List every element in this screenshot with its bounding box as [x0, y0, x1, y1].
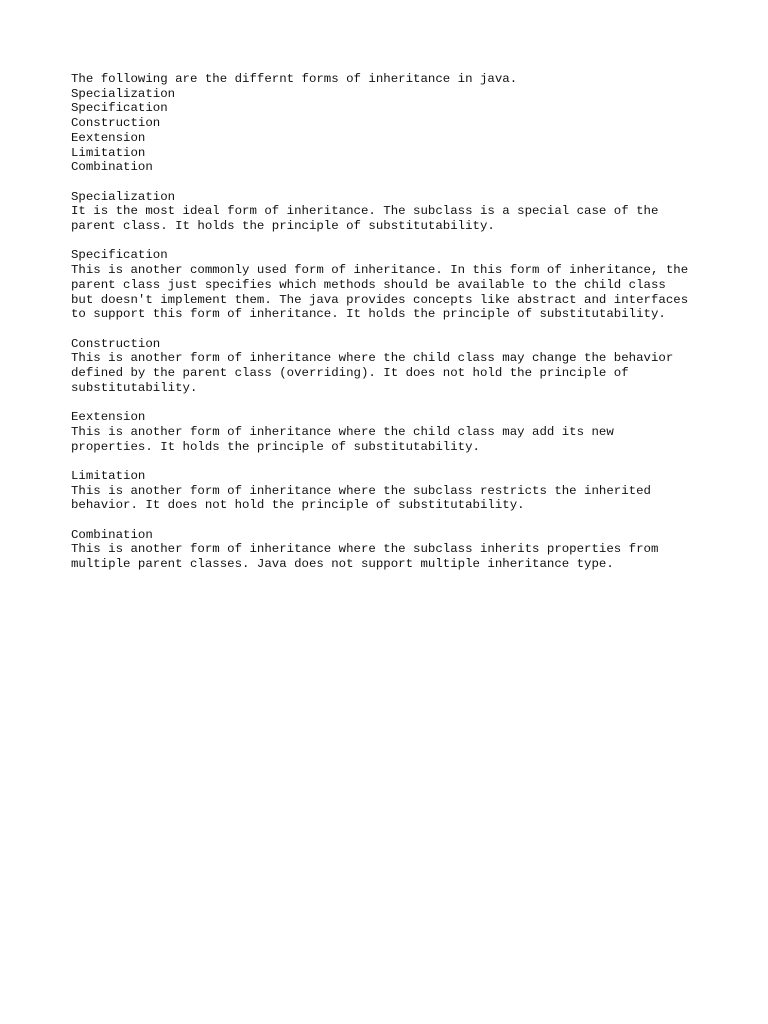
form-list-item: Specialization [71, 86, 176, 101]
intro-block [71, 72, 711, 175]
section-text-line: This is another form of inheritance where the child class may change the behavior [71, 351, 674, 366]
section-title: Combination [71, 527, 153, 542]
form-list-item: Eextension [71, 130, 146, 145]
section-text-line: to support this form of inheritance. It holds the principle of substitutability. [71, 307, 666, 322]
form-list-item: Combination [71, 160, 153, 175]
section-title: Construction [71, 336, 161, 351]
section-text-line: parent class. It holds the principle of substitutability. [71, 219, 495, 234]
section-title: Eextension [71, 410, 146, 425]
form-list-item: Specification [71, 101, 168, 116]
section-text-line: This is another form of inheritance where the subclass inherits properties from [71, 542, 659, 557]
form-list-item: Limitation [71, 145, 146, 160]
intro-heading: The following are the differnt forms of inheritance in java. [71, 72, 518, 86]
section-text-line: This is another form of inheritance where the child class may add its new [71, 424, 614, 439]
section-text-line: multiple parent classes. Java does not support multiple inheritance type. [71, 557, 614, 572]
section-specification [71, 248, 711, 322]
section-text-line: properties. It holds the principle of substitutability. [71, 439, 480, 454]
section-combination [71, 528, 711, 572]
section-text-line: defined by the parent class (overriding). It does not hold the principle of [71, 366, 629, 381]
section-construction [71, 337, 711, 396]
section-specialization [71, 190, 711, 234]
section-extension [71, 410, 711, 454]
section-text-line: behavior. It does not hold the principle of substitutability. [71, 498, 525, 513]
section-text-line: This is another form of inheritance where the subclass restricts the inherited [71, 483, 651, 498]
section-title: Specification [71, 248, 168, 263]
section-title: Specialization [71, 189, 176, 204]
section-title: Limitation [71, 468, 146, 483]
section-limitation [71, 469, 711, 513]
section-text-line: substitutability. [71, 380, 198, 395]
section-text-line: This is another commonly used form of inheritance. In this form of inheritance, the [71, 263, 689, 278]
section-text-line: parent class just specifies which methods should be available to the child class [71, 277, 666, 292]
section-text-line: It is the most ideal form of inheritance. The subclass is a special case of the [71, 204, 659, 219]
form-list-item: Construction [71, 116, 161, 131]
document-page [71, 72, 711, 587]
section-text-line: but doesn't implement them. The java provides concepts like abstract and interfaces [71, 292, 689, 307]
